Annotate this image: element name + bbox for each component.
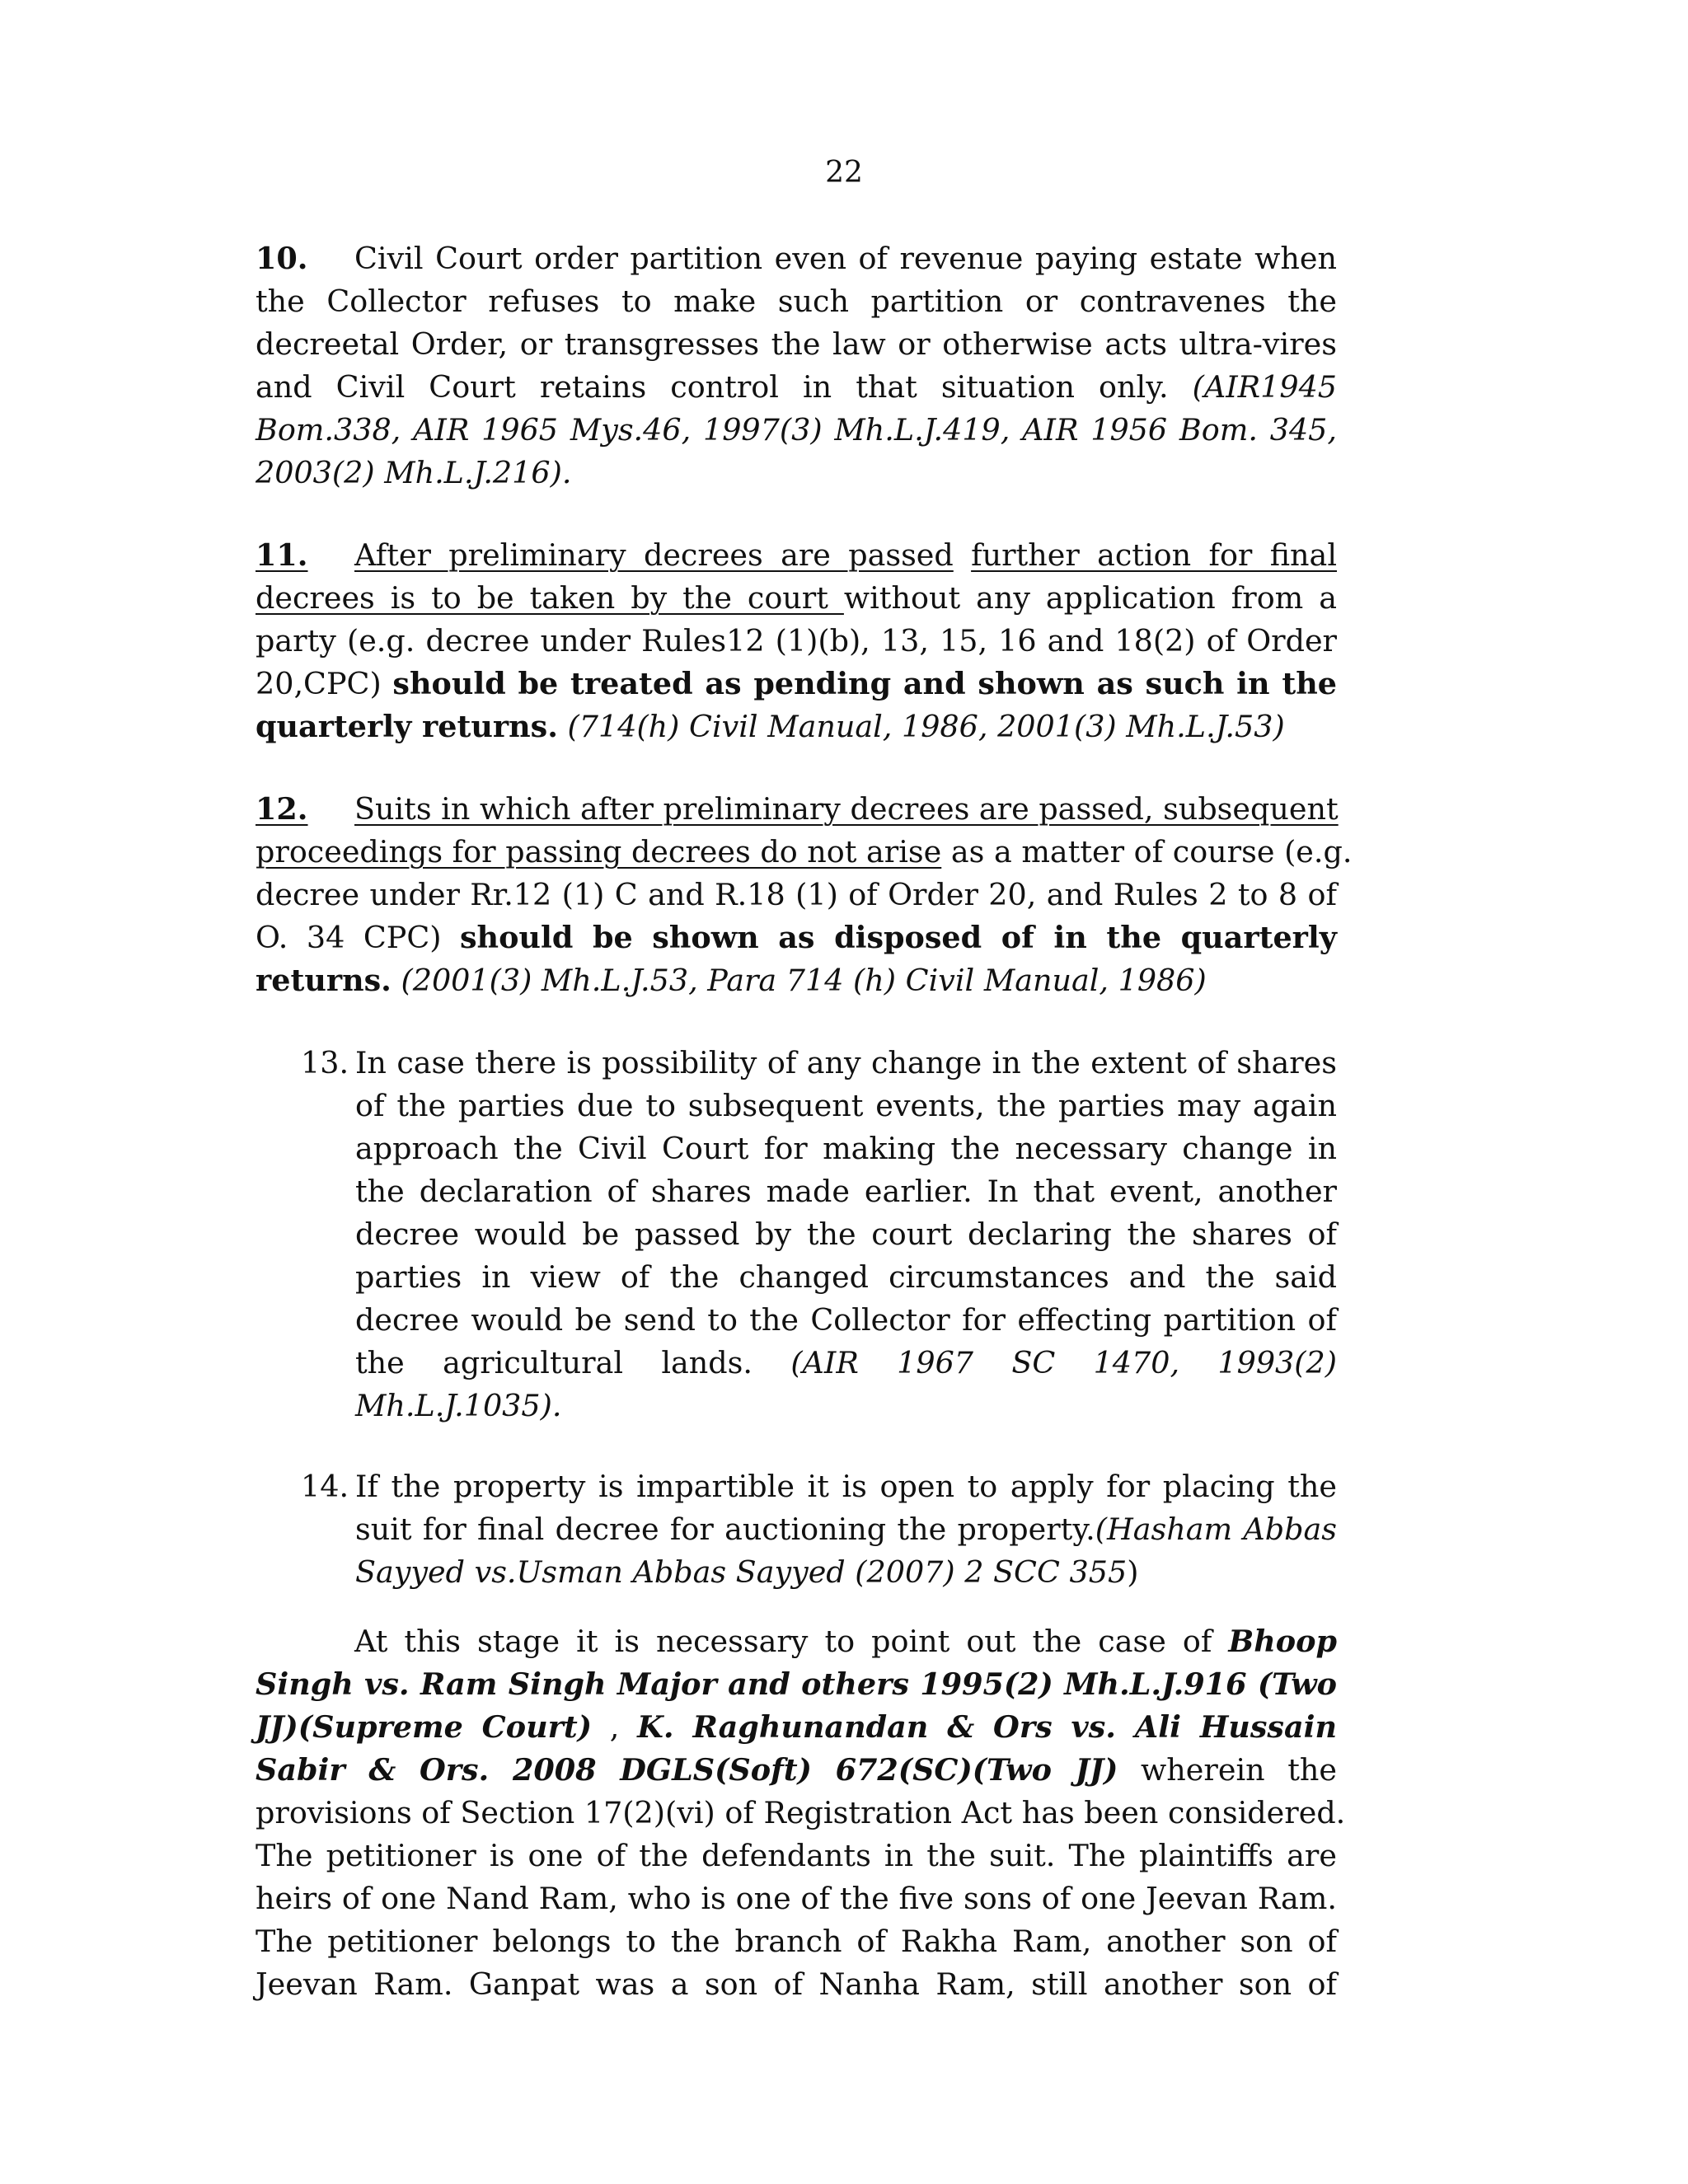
paragraph-11-line: quarterly returns. (714(h) Civil Manual, 1986, 2001(3) Mh.L.J.53) bbox=[256, 709, 1285, 744]
closing-line: JJ)(Supreme Court) , K. Raghunandan & Ors vs. Ali Hussain bbox=[256, 1709, 1337, 1745]
list-item-line: parties in view of the changed circumstances and the said bbox=[355, 1259, 1337, 1295]
list-item-line: Sayyed vs.Usman Abbas Sayyed (2007) 2 SCC 355) bbox=[355, 1554, 1139, 1590]
citation: (2001(3) Mh.L.J.53, Para 714 (h) Civil Manual, 1986) bbox=[401, 963, 1207, 998]
list-marker: 13. bbox=[301, 1045, 349, 1080]
paragraph-12-line: decree under Rr.12 (1) C and R.18 (1) of Order 20, and Rules 2 to 8 of bbox=[256, 877, 1337, 912]
closing-paragraph bbox=[256, 1620, 1346, 2006]
citation: (Hasham Abbas bbox=[1095, 1511, 1337, 1547]
list-item-line: approach the Civil Court for making the necessary change in bbox=[355, 1131, 1337, 1166]
paragraph-number: 10. bbox=[256, 241, 308, 276]
paragraph-11-line: 20,CPC) should be treated as pending and shown as such in the bbox=[256, 666, 1337, 701]
list-item-line: decree would be send to the Collector for effecting partition of bbox=[355, 1302, 1337, 1338]
paragraph-12-line: returns. (2001(3) Mh.L.J.53, Para 714 (h) Civil Manual, 1986) bbox=[256, 963, 1207, 998]
case-name: Singh vs. Ram Singh Major and others 1995(2) Mh.L.J.916 (Two bbox=[256, 1666, 1337, 1702]
list-item-line: If the property is impartible it is open to apply for placing the bbox=[355, 1469, 1337, 1504]
citation: 2003(2) Mh.L.J.216). bbox=[256, 455, 572, 490]
list-marker: 14. bbox=[301, 1469, 349, 1504]
case-name: Bhoop bbox=[1228, 1624, 1337, 1659]
paragraph-10-line: the Collector refuses to make such partition or contravenes the bbox=[256, 284, 1337, 319]
paragraph-number: 11. bbox=[256, 537, 308, 573]
case-name: Sabir & Ors. 2008 DGLS(Soft) 672(SC)(Two JJ) bbox=[256, 1752, 1118, 1788]
list-item-line: the agricultural lands. (AIR 1967 SC 1470, 1993(2) bbox=[355, 1345, 1337, 1380]
paragraph-11-line: party (e.g. decree under Rules12 (1)(b), 13, 15, 16 and 18(2) of Order bbox=[256, 623, 1337, 658]
closing-line: Jeevan Ram. Ganpat was a son of Nanha Ram, still another son of bbox=[256, 1966, 1337, 2002]
paragraph-11-line: 11. After preliminary decrees are passed further action for final bbox=[256, 534, 1337, 577]
list-item-line: of the parties due to subsequent events, the parties may again bbox=[355, 1088, 1337, 1123]
citation: (714(h) Civil Manual, 1986, 2001(3) Mh.L.J.53) bbox=[567, 709, 1285, 744]
list-item-line: the declaration of shares made earlier. In that event, another bbox=[355, 1174, 1337, 1209]
citation: (AIR 1967 SC 1470, 1993(2) bbox=[790, 1345, 1337, 1380]
closing-line: The petitioner belongs to the branch of Rakha Ram, another son of bbox=[256, 1924, 1337, 1959]
closing-line: Sabir & Ors. 2008 DGLS(Soft) 672(SC)(Two JJ) wherein the bbox=[256, 1752, 1338, 1788]
paragraph-12 bbox=[256, 788, 1353, 1002]
list-item-line: decree would be passed by the court declaring the shares of bbox=[355, 1216, 1337, 1252]
paragraph-11 bbox=[256, 534, 1337, 748]
page-number: 22 bbox=[825, 156, 863, 190]
citation: (AIR1945 bbox=[1192, 369, 1338, 405]
paragraph-11-line: decrees is to be taken by the court without any application from a bbox=[256, 580, 1338, 616]
list-item-line: suit for final decree for auctioning the property.(Hasham Abbas bbox=[355, 1511, 1337, 1547]
paragraph-10-line: and Civil Court retains control in that situation only. (AIR1945 bbox=[256, 369, 1338, 405]
closing-line: At this stage it is necessary to point out the case of Bhoop bbox=[354, 1624, 1337, 1659]
list-item-line: In case there is possibility of any change in the extent of shares bbox=[355, 1045, 1337, 1080]
paragraph-10 bbox=[256, 237, 1337, 494]
paragraph-10-line: 10. Civil Court order partition even of revenue paying estate when bbox=[256, 237, 1337, 280]
list-item-13 bbox=[301, 1042, 1337, 1427]
paragraph-10-line: decreetal Order, or transgresses the law or otherwise acts ultra-vires bbox=[256, 326, 1337, 362]
closing-line: heirs of one Nand Ram, who is one of the five sons of one Jeevan Ram. bbox=[256, 1881, 1337, 1916]
paragraph-12-line: 12. Suits in which after preliminary decrees are passed, subsequent bbox=[256, 788, 1337, 831]
paragraph-12-line: O. 34 CPC) should be shown as disposed of in the quarterly bbox=[256, 920, 1337, 955]
citation: Bom.338, AIR 1965 Mys.46, 1997(3) Mh.L.J.419, AIR 1956 Bom. 345, bbox=[256, 412, 1337, 448]
paragraph-number: 12. bbox=[256, 791, 308, 827]
citation: Mh.L.J.1035). bbox=[355, 1388, 562, 1423]
citation: Sayyed vs.Usman Abbas Sayyed (2007) 2 SCC 355 bbox=[355, 1554, 1128, 1590]
closing-line: The petitioner is one of the defendants in the suit. The plaintiffs are bbox=[256, 1838, 1337, 1873]
paragraph-12-line: proceedings for passing decrees do not arise as a matter of course (e.g. bbox=[256, 834, 1353, 869]
closing-line: provisions of Section 17(2)(vi) of Registration Act has been considered. bbox=[256, 1795, 1346, 1830]
case-name: K. Raghunandan & Ors vs. Ali Hussain bbox=[637, 1709, 1337, 1745]
list-item-14 bbox=[301, 1465, 1337, 1594]
case-name: JJ)(Supreme Court) bbox=[256, 1709, 592, 1745]
